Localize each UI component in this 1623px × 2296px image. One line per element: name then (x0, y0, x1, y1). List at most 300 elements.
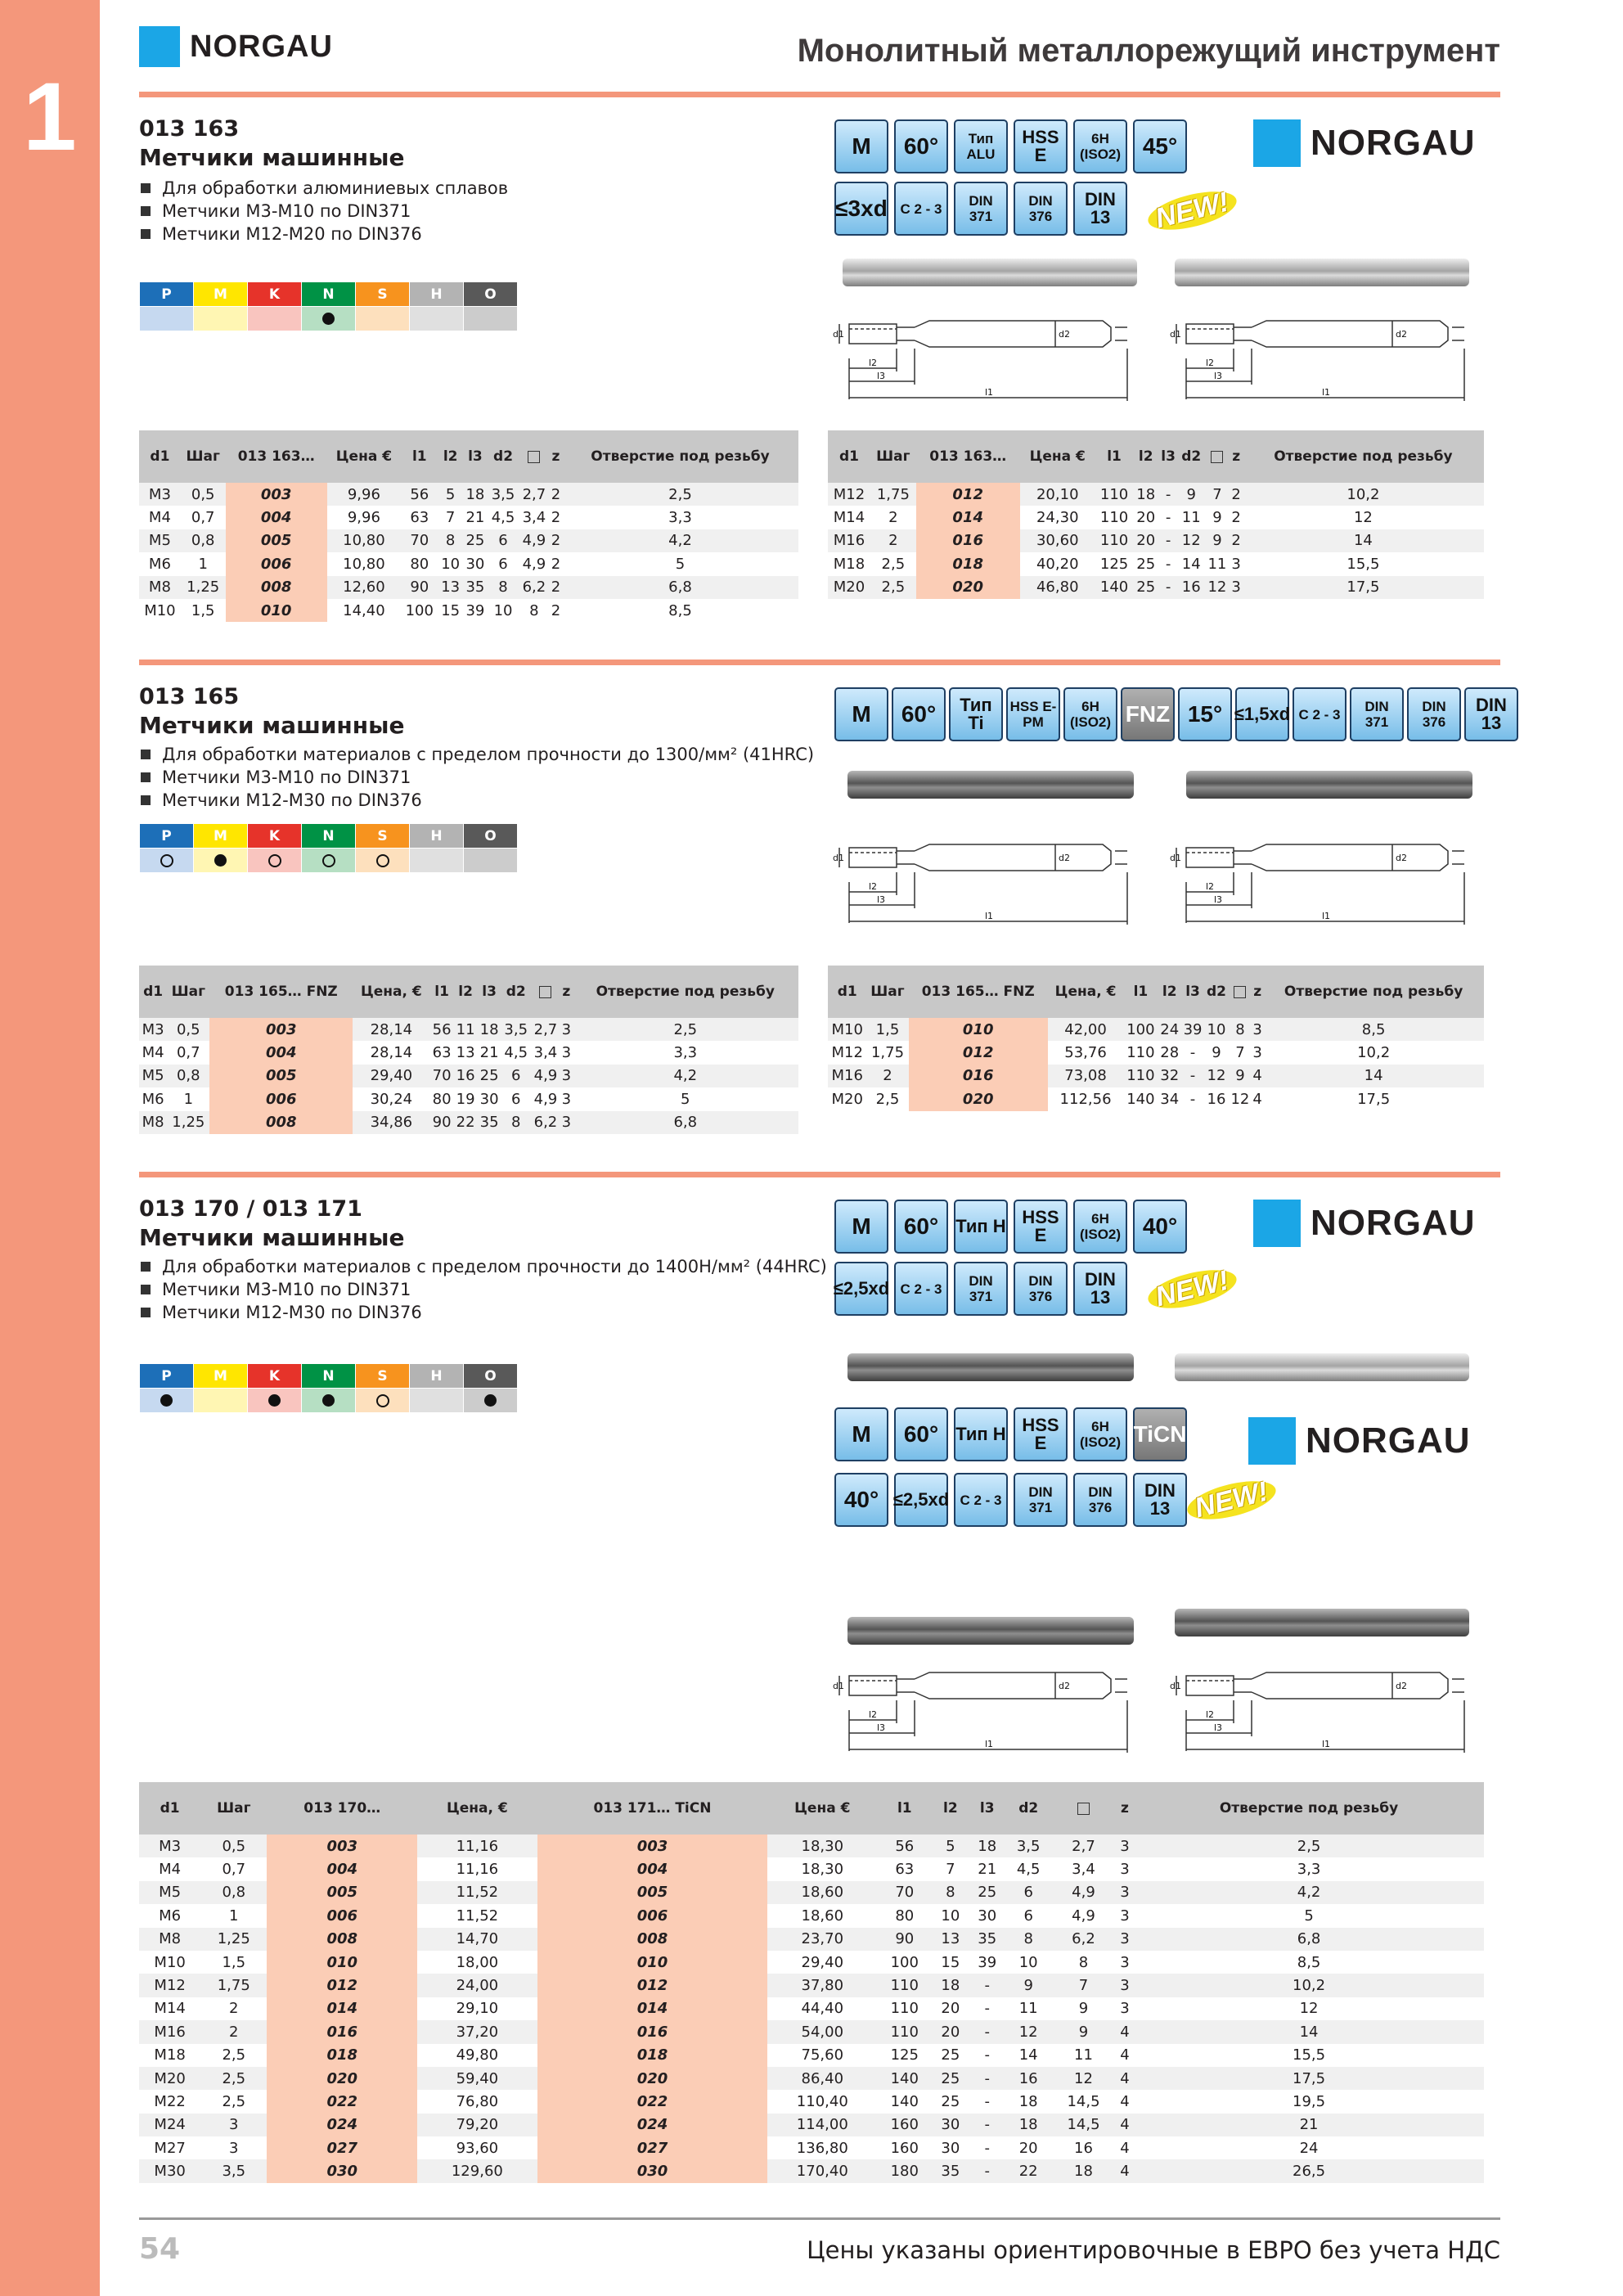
svg-text:l3: l3 (1214, 1722, 1223, 1733)
table-cell: 3 (200, 2114, 267, 2136)
sec1-icons-row2 (834, 182, 1127, 236)
table-cell: 3,3 (668, 509, 692, 527)
table-cell: 13 (438, 576, 463, 599)
column-header: l1 (401, 430, 438, 483)
table-cell: 18,60 (767, 1881, 877, 1904)
spec-icon: Тип Ti (949, 687, 1003, 741)
table-row (139, 1835, 1484, 1857)
column-header: d1 (139, 966, 167, 1018)
table-cell: 90 (401, 576, 438, 599)
table-cell: 0,7 (176, 1044, 200, 1062)
table-cell: 012 (916, 483, 1020, 506)
table-cell: 170,40 (767, 2159, 877, 2182)
table-cell: 006 (209, 1087, 353, 1110)
table-cell: 100 (890, 1953, 919, 1971)
column-header: Цена € (327, 430, 401, 483)
table-cell: 027 (537, 2136, 768, 2159)
table-cell: M5 (139, 1065, 167, 1087)
column-header (1204, 430, 1230, 483)
table-cell: 4 (1252, 1090, 1262, 1108)
table-cell: 90 (430, 1111, 454, 1134)
page-title: Монолитный металлорежущий инструмент (797, 33, 1500, 69)
table-cell: 3 (561, 1044, 572, 1062)
table-cell: 17,5 (1243, 576, 1484, 599)
table-cell: 18 (969, 1835, 1005, 1857)
table-cell: 2 (1231, 509, 1241, 527)
open-circle-icon (160, 854, 173, 867)
spec-icon: DIN 13 (1464, 687, 1518, 741)
table-cell: 110 (877, 2020, 932, 2043)
logo-square-icon (1253, 1200, 1301, 1247)
table-cell: 11 (1074, 2046, 1093, 2064)
sec3-icons-a1 (834, 1200, 1187, 1254)
sec2-title: Метчики машинные (139, 712, 405, 739)
column-header: Отверстие под резьбу (1243, 430, 1484, 483)
table-cell: 100 (405, 601, 434, 619)
table-cell: 9 (1204, 529, 1230, 552)
table-cell: 2,5 (222, 2046, 246, 2064)
table-cell: 3 (560, 1065, 572, 1087)
tap-photo (1175, 1353, 1469, 1381)
table-cell: - (1181, 1065, 1204, 1087)
table-cell: 28,14 (370, 1044, 413, 1062)
spec-icon: 6H (ISO2) (1073, 1407, 1127, 1461)
table-cell: 18 (1051, 2159, 1115, 2182)
table-cell: 12 (1204, 576, 1230, 599)
column-header: l3 (463, 430, 488, 483)
table-cell: 2 (866, 1065, 908, 1087)
sec3-code: 013 170 / 013 171 (139, 1196, 362, 1222)
material-mark (302, 1389, 356, 1413)
sec1-table-left (139, 430, 798, 622)
table-cell: 8 (1005, 1928, 1051, 1951)
table-cell: 3 (1116, 1835, 1134, 1857)
column-header: l1 (1095, 430, 1133, 483)
table-cell: 3 (560, 1018, 572, 1041)
material-mark (194, 1389, 248, 1413)
table-row (828, 483, 1484, 506)
material-mark (194, 307, 248, 331)
material-mark (248, 1389, 302, 1413)
open-circle-icon (376, 854, 389, 867)
table-cell: 93,60 (456, 2139, 499, 2157)
table-cell: 2,5 (573, 1018, 798, 1041)
table-cell: 21 (1134, 2114, 1484, 2136)
svg-text:d1: d1 (1170, 853, 1181, 863)
column-header: Цена € (767, 1782, 877, 1835)
table-cell: 8,5 (668, 601, 692, 619)
table-cell: 020 (916, 576, 1020, 599)
table-cell: 1,25 (167, 1111, 209, 1134)
table-cell: 16 (1005, 2067, 1051, 2090)
svg-text:d1: d1 (1170, 1681, 1181, 1691)
table-cell: 180 (877, 2159, 932, 2182)
table-row (139, 2067, 1484, 2090)
table-cell: 24 (1158, 1018, 1181, 1041)
spec-icon: HSS E (1014, 1407, 1068, 1461)
table-cell: 112,56 (1059, 1090, 1112, 1108)
table-cell: 012 (909, 1041, 1048, 1064)
bullet: Для обработки алюминиевых сплавов (141, 177, 844, 200)
table-cell: 86,40 (767, 2067, 877, 2090)
table-cell: 23,70 (767, 1928, 877, 1951)
table-cell: 17,5 (1357, 1090, 1391, 1108)
table-cell: 8 (1229, 1018, 1252, 1041)
table-cell: - (969, 2159, 1005, 2182)
column-header (1051, 1782, 1115, 1835)
table-cell: 14 (1263, 1065, 1484, 1087)
table-cell: 16 (1074, 2139, 1093, 2157)
table-cell: 11,16 (417, 1835, 537, 1857)
table-cell: 1 (183, 1090, 194, 1108)
table-cell: 16 (1207, 1090, 1226, 1108)
table-cell: 12 (1051, 2067, 1115, 2090)
tap-drawing (1170, 1661, 1481, 1766)
sec3-title: Метчики машинные (139, 1224, 405, 1251)
material-mark (194, 849, 248, 873)
tap-drawing (833, 309, 1144, 414)
chapter-side-band (0, 0, 100, 2296)
table-cell: 2,5 (870, 576, 916, 599)
table-cell: M20 (831, 1090, 863, 1108)
table-cell: 20 (932, 2020, 969, 2043)
new-badge: NEW! (1184, 1474, 1279, 1527)
table-cell: 0,5 (167, 1018, 209, 1041)
table-cell: 136,80 (796, 2139, 848, 2157)
table-cell: 3,5 (501, 1018, 531, 1041)
table-cell: - (1158, 529, 1178, 552)
table-row (139, 1951, 1484, 1974)
material-p: P (140, 824, 194, 849)
table-cell: 73,08 (1048, 1065, 1123, 1087)
table-cell: M16 (828, 1065, 866, 1087)
spec-icon: DIN 371 (954, 1262, 1008, 1316)
table-cell: 3,4 (533, 1044, 558, 1062)
material-mark (464, 849, 518, 873)
bullet: Метчики М3-М10 по DIN371 (141, 766, 844, 789)
table-cell: 110 (1099, 509, 1129, 527)
table-cell: 21 (465, 509, 485, 527)
table-cell: 006 (537, 1904, 768, 1927)
spec-icon: TiCN (1133, 1407, 1187, 1461)
column-header: d2 (488, 430, 519, 483)
column-header: l1 (1123, 966, 1158, 1018)
table-cell: 9,96 (347, 509, 380, 527)
sec2-table-left (139, 966, 798, 1134)
table-cell: 1,25 (181, 576, 226, 599)
column-header: d1 (139, 1782, 200, 1835)
table-cell: 5 (675, 555, 686, 573)
table-cell: 110 (890, 2000, 919, 2018)
table-cell: 024 (537, 2114, 768, 2136)
material-n: N (302, 1364, 356, 1389)
table-cell: 18 (463, 483, 488, 506)
spec-icon: 15° (1178, 687, 1232, 741)
table-cell: M10 (144, 601, 176, 619)
table-cell: 30 (465, 555, 485, 573)
table-cell: 44,40 (801, 2000, 844, 2018)
table-cell: 3 (1231, 555, 1241, 573)
table-cell: 016 (916, 529, 1020, 552)
table-cell: 18 (1018, 2092, 1038, 2110)
tap-drawing (833, 833, 1144, 938)
square-shank-icon (539, 986, 551, 998)
column-header: d1 (828, 430, 870, 483)
sec3-icons-a2 (834, 1262, 1127, 1316)
table-cell: 3 (1120, 1861, 1130, 1879)
table-cell: 3,5 (1005, 1835, 1051, 1857)
table-cell: 3,3 (1297, 1861, 1321, 1879)
table-cell: 008 (537, 1928, 768, 1951)
table-cell: 2 (550, 576, 562, 599)
svg-text:l3: l3 (1214, 894, 1223, 905)
column-header (531, 966, 560, 1018)
table-row (828, 1065, 1484, 1087)
table-cell: 110 (1095, 529, 1133, 552)
table-cell: 7 (1204, 483, 1230, 506)
table-cell: M14 (833, 509, 865, 527)
table-cell: 10 (941, 1907, 960, 1925)
table-cell: 012 (267, 1974, 417, 1997)
table-cell: 28,14 (353, 1018, 430, 1041)
table-cell: 9 (1005, 1974, 1051, 1997)
table-row (828, 1018, 1484, 1041)
table-cell: 56 (430, 1018, 454, 1041)
table-cell: 004 (209, 1041, 353, 1064)
table-cell: 63 (432, 1044, 452, 1062)
table-cell: 4,9 (531, 1065, 560, 1087)
column-header: Цена, € (417, 1782, 537, 1835)
column-header: Отверстие под резьбу (573, 966, 798, 1018)
spec-icon: 60° (894, 1407, 948, 1461)
table-cell: 1 (229, 1907, 239, 1925)
table-cell: 25 (478, 1065, 501, 1087)
table-cell: 022 (537, 2090, 768, 2113)
table-cell: 29,40 (353, 1065, 430, 1087)
spec-icon: ≤3xd (834, 182, 888, 236)
table-cell: 22 (1005, 2159, 1051, 2182)
table-cell: 6,8 (573, 1111, 798, 1134)
table-cell: 12,60 (327, 576, 401, 599)
table-cell: 29,40 (801, 1953, 844, 1971)
spec-icon: DIN 13 (1073, 1262, 1127, 1316)
column-header: l2 (1158, 966, 1181, 1018)
table-cell: 25 (1133, 576, 1158, 599)
table-cell: 30 (932, 2114, 969, 2136)
table-cell: 25 (941, 2046, 960, 2064)
spec-icon: Тип H (954, 1200, 1008, 1254)
material-mark (248, 307, 302, 331)
table-cell: 0,7 (191, 509, 215, 527)
table-row (828, 529, 1484, 552)
column-header: 013 163… (226, 430, 327, 483)
column-header: 013 165… FNZ (909, 966, 1048, 1018)
table-cell: - (1189, 1044, 1196, 1062)
square-shank-icon (528, 451, 540, 463)
column-header: Шаг (866, 966, 908, 1018)
table-cell: 2 (200, 2020, 267, 2043)
footer-note: Цены указаны ориентировочные в ЕВРО без учета НДС (807, 2236, 1500, 2264)
column-header: z (1230, 430, 1242, 483)
svg-text:d2: d2 (1059, 1681, 1070, 1691)
material-s: S (356, 1364, 410, 1389)
brand-logo (1253, 119, 1476, 167)
table-row (828, 552, 1484, 575)
table-row (139, 1065, 798, 1087)
material-n: N (302, 824, 356, 849)
bullet: Для обработки материалов с пределом прочности до 1400Н/мм² (44HRC) (141, 1255, 844, 1278)
column-header: l3 (1158, 430, 1178, 483)
column-header: l3 (1181, 966, 1204, 1018)
table-cell: 18 (1133, 483, 1158, 506)
table-cell: 3 (1230, 576, 1242, 599)
table-cell: 5 (681, 1090, 690, 1108)
sec2-material-table (139, 823, 518, 873)
filled-circle-icon (484, 1394, 497, 1407)
table-cell: 030 (267, 2159, 417, 2182)
open-circle-icon (268, 854, 281, 867)
table-row (139, 2090, 1484, 2113)
table-row (139, 2044, 1484, 2067)
table-cell: 11,52 (417, 1881, 537, 1904)
table-cell: 3 (229, 2139, 239, 2157)
table-cell: 020 (537, 2067, 768, 2090)
table-cell: 49,80 (456, 2046, 499, 2064)
material-m: M (194, 1364, 248, 1389)
tap-photo (847, 1353, 1134, 1381)
filled-circle-icon (214, 854, 227, 867)
table-cell: 19 (456, 1090, 475, 1108)
spec-icon: DIN 376 (1014, 182, 1068, 236)
table-cell: 4 (1116, 2020, 1134, 2043)
svg-text:l1: l1 (985, 911, 994, 921)
material-mark (356, 1389, 410, 1413)
table-cell: M10 (154, 1953, 186, 1971)
table-cell: 003 (537, 1835, 768, 1857)
svg-text:l1: l1 (1322, 911, 1331, 921)
table-row (828, 1041, 1484, 1064)
column-header: d2 (1005, 1782, 1051, 1835)
table-cell: 11 (454, 1018, 478, 1041)
table-cell: 2 (551, 509, 561, 527)
table-cell: 15 (941, 1953, 960, 1971)
table-cell: 70 (401, 529, 438, 552)
table-cell: M22 (154, 2092, 186, 2110)
material-mark (140, 849, 194, 873)
table-cell: M8 (139, 1928, 200, 1951)
table-cell: 14,5 (1067, 2092, 1100, 2110)
table-cell: 16 (1178, 576, 1204, 599)
table-cell: 80 (895, 1907, 915, 1925)
table-cell: 13 (932, 1928, 969, 1951)
table-cell: 63 (895, 1861, 915, 1879)
table-cell: 3 (1120, 2000, 1130, 2018)
table-cell: - (984, 2000, 990, 2018)
table-cell: 10 (1204, 1018, 1229, 1041)
table-cell: 7 (946, 1861, 955, 1879)
table-cell: 1 (198, 555, 208, 573)
table-cell: M8 (139, 1111, 167, 1134)
table-cell: 3,5 (200, 2159, 267, 2182)
table-cell: 003 (226, 483, 327, 506)
column-header: z (1252, 966, 1263, 1018)
table-cell: 80 (410, 555, 429, 573)
table-cell: 2,5 (562, 483, 798, 506)
tap-photo (847, 1617, 1134, 1645)
material-o: O (464, 824, 518, 849)
table-cell: 18,00 (456, 1953, 499, 1971)
material-mark (302, 307, 356, 331)
spec-icon: Тип H (954, 1407, 1008, 1461)
spec-icon: DIN 13 (1073, 182, 1127, 236)
table-cell: 14 (1134, 2020, 1484, 2043)
table-cell: 8 (1078, 1953, 1089, 1971)
table-cell: 6,8 (1134, 1928, 1484, 1951)
table-cell: 129,60 (417, 2159, 537, 2182)
table-cell: - (1165, 509, 1171, 527)
table-cell: 6,8 (562, 576, 798, 599)
spec-icon: DIN 376 (1014, 1262, 1068, 1316)
table-cell: 1,5 (866, 1018, 908, 1041)
table-cell: 020 (267, 2067, 417, 2090)
bullet: Для обработки материалов с пределом прочности до 1300/мм² (41HRC) (141, 743, 844, 766)
table-cell: 37,20 (417, 2020, 537, 2043)
table-cell: - (969, 2020, 1005, 2043)
tap-photo (847, 771, 1134, 799)
table-cell: 6 (1005, 1881, 1051, 1904)
table-cell: 20,10 (1020, 483, 1095, 506)
table-cell: 2 (1230, 483, 1242, 506)
section-rule (139, 92, 1500, 97)
table-cell: 110 (877, 1974, 932, 1997)
table-cell: 39 (978, 1953, 997, 1971)
table-cell: 79,20 (417, 2114, 537, 2136)
material-mark (356, 849, 410, 873)
open-circle-icon (322, 854, 335, 867)
table-cell: 15,5 (1293, 2046, 1326, 2064)
new-badge: NEW! (1144, 184, 1240, 237)
material-o: O (464, 1364, 518, 1389)
table-cell: 3 (1116, 1928, 1134, 1951)
table-cell: 008 (209, 1111, 353, 1134)
table-row (139, 1041, 798, 1064)
sec2-code: 013 165 (139, 684, 240, 709)
table-cell: 016 (909, 1065, 1048, 1087)
spec-icon: ≤2,5xd (894, 1473, 948, 1527)
spec-icon: C 2 - 3 (1293, 687, 1347, 741)
table-cell: 1,75 (870, 483, 916, 506)
spec-icon: C 2 - 3 (894, 1262, 948, 1316)
table-row (828, 506, 1484, 529)
table-cell: 160 (890, 2139, 919, 2157)
table-cell: M6 (148, 555, 171, 573)
material-mark (302, 849, 356, 873)
table-cell: 2,5 (200, 2067, 267, 2090)
table-cell: 25 (969, 1881, 1005, 1904)
table-cell: M8 (139, 576, 181, 599)
spec-icon: 60° (894, 1200, 948, 1254)
material-mark (410, 307, 464, 331)
table-cell: 4 (1116, 2114, 1134, 2136)
table-cell: 4 (1116, 2067, 1134, 2090)
table-cell: 20 (1133, 529, 1158, 552)
table-cell: M18 (833, 555, 865, 573)
table-cell: 8 (438, 529, 463, 552)
table-cell: 40,20 (1036, 555, 1079, 573)
filled-circle-icon (322, 1394, 335, 1407)
table-cell: 18 (478, 1018, 501, 1041)
table-cell: M16 (828, 529, 870, 552)
